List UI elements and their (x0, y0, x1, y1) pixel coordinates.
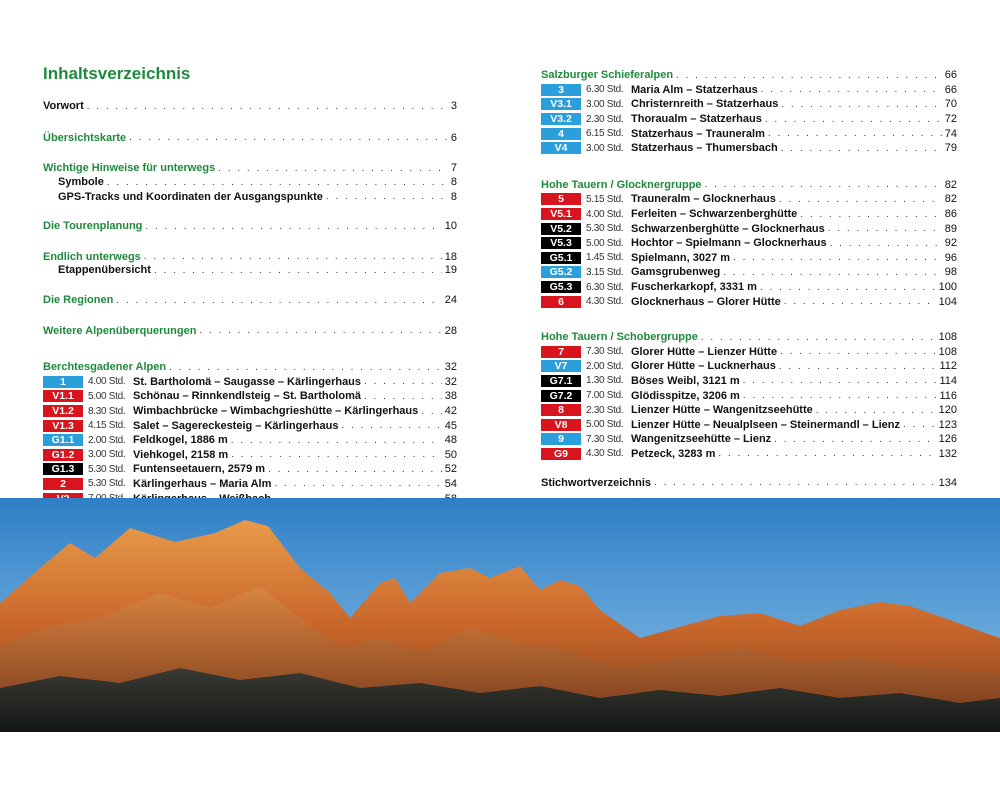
tour-page: 132 (938, 447, 957, 460)
tour-number-badge: G1.3 (43, 463, 83, 475)
dot-leader (199, 325, 441, 336)
entry-label: Symbole (58, 176, 104, 189)
tour-name: Schönau – Rinnkendlsteig – St. Bartholomä (133, 390, 361, 403)
tour-page: 114 (939, 374, 957, 387)
tour-number-badge: 7 (541, 346, 581, 358)
dot-leader (231, 449, 442, 460)
tour-entry[interactable] (43, 389, 457, 404)
tour-entry[interactable] (43, 448, 457, 463)
entry-page: 28 (444, 324, 457, 337)
tour-number-badge: V5.1 (541, 208, 581, 220)
entry-page: 32 (444, 361, 457, 374)
tour-page: 82 (944, 193, 957, 206)
dot-leader (830, 238, 942, 249)
tour-number-badge: V1.2 (43, 405, 83, 417)
dot-leader (781, 143, 942, 154)
tour-name: Schwarzenberghütte – Glocknerhaus (631, 222, 825, 235)
tour-page: 116 (939, 389, 957, 402)
tour-number-badge: 5 (541, 193, 581, 205)
toc-entry-gps[interactable] (43, 189, 457, 204)
tour-name: Trauneralm – Glocknerhaus (631, 193, 776, 206)
tour-duration: 3.00 Std. (586, 142, 624, 154)
entry-label: Vorwort (43, 100, 84, 113)
tour-number-badge: 3 (541, 84, 581, 96)
tour-number-badge: V5.2 (541, 223, 581, 235)
dot-leader (733, 252, 942, 263)
dot-leader (129, 132, 448, 143)
dot-leader (743, 390, 937, 401)
tour-entry[interactable] (541, 447, 957, 462)
entry-page: 19 (444, 264, 457, 277)
tour-number-badge: V1.3 (43, 420, 83, 432)
toc-entry-symbole[interactable] (43, 175, 457, 190)
tour-number-badge: 8 (541, 404, 581, 416)
tour-duration: 5.30 Std. (88, 463, 126, 475)
tour-entry[interactable] (541, 345, 957, 360)
toc-entry-endlich-unterwegs[interactable] (43, 250, 457, 265)
entry-label: Salzburger Schieferalpen (541, 69, 674, 82)
tour-page: 32 (444, 375, 457, 388)
tour-page: 96 (944, 251, 957, 264)
tour-name: Statzerhaus – Trauneralm (631, 127, 765, 140)
tour-duration: 5.30 Std. (88, 478, 126, 490)
dot-leader (364, 391, 442, 402)
entry-label: Endlich unterwegs (43, 250, 141, 263)
tour-number-badge: G5.3 (541, 281, 581, 293)
tour-name: Glorer Hütte – Lienzer Hütte (631, 345, 778, 358)
entry-page: 8 (450, 176, 457, 189)
entry-label: Weitere Alpenüberquerungen (43, 324, 197, 337)
tour-number-badge: V8 (541, 419, 581, 431)
tour-name: Wangenitzseehütte – Lienz (631, 433, 772, 446)
dot-leader (231, 435, 442, 446)
tour-duration: 4.00 Std. (88, 376, 126, 388)
tour-name: Feldkogel, 1886 m (133, 434, 228, 447)
tour-duration: 7.00 Std. (586, 390, 624, 402)
dot-leader (761, 84, 942, 95)
tour-name: Wimbachbrücke – Wimbachgrieshütte – Kärlingerhaus (133, 405, 419, 418)
tour-entry[interactable] (541, 432, 957, 447)
tour-entry[interactable] (541, 280, 957, 295)
tour-entry[interactable] (541, 265, 957, 280)
tour-duration: 7.30 Std. (586, 346, 624, 358)
entry-page: 3 (450, 100, 457, 113)
tour-entry[interactable] (541, 294, 957, 309)
tour-number-badge: 1 (43, 376, 83, 388)
tour-number-badge: V3.2 (541, 113, 581, 125)
entry-label: Stichwortverzeichnis (541, 476, 652, 489)
entry-page: 82 (944, 178, 957, 191)
tour-number-badge: 2 (43, 478, 83, 490)
dot-leader (816, 405, 936, 416)
tour-duration: 6.30 Std. (586, 84, 624, 96)
dot-leader (107, 177, 448, 188)
dot-leader (774, 434, 935, 445)
tour-entry[interactable] (541, 374, 957, 389)
entry-label: Übersichtskarte (43, 131, 127, 144)
tour-number-badge: 4 (541, 128, 581, 140)
entry-label: Die Tourenplanung (43, 220, 143, 233)
tour-duration: 5.30 Std. (586, 223, 624, 235)
tour-name: St. Bartholomä – Saugasse – Kärlingerhaus (133, 375, 362, 388)
tour-entry[interactable] (43, 375, 457, 390)
tour-number-badge: G9 (541, 448, 581, 460)
entry-page: 134 (938, 476, 957, 489)
tour-list (541, 345, 957, 462)
dot-leader (701, 332, 936, 343)
dot-leader (169, 362, 442, 373)
tour-duration: 2.30 Std. (586, 404, 624, 416)
tour-duration: 2.00 Std. (586, 360, 624, 372)
tour-duration: 3.15 Std. (586, 266, 624, 278)
section-heading[interactable] (541, 178, 957, 193)
tour-name: Viehkogel, 2158 m (133, 448, 229, 461)
toc-entry-vorwort[interactable] (43, 99, 457, 114)
tour-page: 126 (938, 433, 957, 446)
tour-duration: 1.45 Std. (586, 252, 624, 264)
dot-leader (274, 478, 441, 489)
toc-entry-hinweise[interactable] (43, 161, 457, 176)
tour-duration: 4.30 Std. (586, 296, 624, 308)
tour-page: 52 (444, 463, 457, 476)
entry-label: Berchtesgadener Alpen (43, 361, 167, 374)
dot-leader (676, 70, 942, 81)
tour-page: 92 (944, 237, 957, 250)
tour-entry[interactable] (541, 83, 957, 98)
toc-entry-regionen[interactable] (43, 293, 457, 308)
tour-duration: 3.00 Std. (88, 449, 126, 461)
toc-entry-stichwortverzeichnis[interactable] (541, 475, 957, 490)
dot-leader (705, 179, 942, 190)
tour-duration: 8.30 Std. (88, 405, 126, 417)
entry-page: 7 (450, 162, 457, 175)
tour-page: 74 (944, 127, 957, 140)
tour-number-badge: V1.1 (43, 390, 83, 402)
tour-name: Glocknerhaus – Glorer Hütte (631, 295, 781, 308)
tour-entry[interactable] (541, 192, 957, 207)
tour-number-badge: 6 (541, 296, 581, 308)
dot-leader (760, 282, 936, 293)
toc-entry-uebersichtskarte[interactable] (43, 131, 457, 146)
dot-leader (779, 361, 937, 372)
dot-leader (218, 163, 448, 174)
tour-duration: 5.00 Std. (88, 390, 126, 402)
tour-entry[interactable] (43, 433, 457, 448)
tour-entry[interactable] (43, 477, 457, 492)
tour-name: Hochtor – Spielmann – Glocknerhaus (631, 237, 827, 250)
entry-page: 8 (450, 190, 457, 203)
entry-label: Die Regionen (43, 294, 114, 307)
tour-number-badge: V5.3 (541, 237, 581, 249)
section-schobergruppe (541, 330, 957, 461)
tour-entry[interactable] (541, 251, 957, 266)
tour-entry[interactable] (541, 141, 957, 156)
tour-duration: 7.30 Std. (586, 433, 624, 445)
tour-entry[interactable] (541, 221, 957, 236)
tour-entry[interactable] (43, 462, 457, 477)
tour-page: 112 (939, 360, 957, 373)
tour-name: Glödisspitze, 3206 m (631, 389, 740, 402)
dot-leader (780, 346, 936, 357)
tour-name: Spielmann, 3027 m (631, 251, 731, 264)
tour-entry[interactable] (541, 236, 957, 251)
tour-duration: 1.30 Std. (586, 375, 624, 387)
tour-page: 120 (938, 404, 957, 417)
tour-entry[interactable] (541, 388, 957, 403)
tour-entry[interactable] (541, 359, 957, 374)
tour-number-badge: G5.2 (541, 266, 581, 278)
dot-leader (743, 375, 937, 386)
toc-left-column (43, 96, 457, 490)
tour-duration: 4.30 Std. (586, 448, 624, 460)
tour-page: 72 (944, 113, 957, 126)
tour-name: Kärlingerhaus – Maria Alm (133, 477, 272, 490)
tour-name: Thoraualm – Statzerhaus (631, 113, 762, 126)
tour-page: 38 (444, 390, 457, 403)
entry-page: 66 (944, 69, 957, 82)
tour-name: Petzeck, 3283 m (631, 447, 716, 460)
tour-entry[interactable] (541, 417, 957, 432)
entry-page: 10 (444, 220, 457, 233)
tour-number-badge: V3.1 (541, 98, 581, 110)
tour-page: 54 (444, 477, 457, 490)
tour-duration: 2.30 Std. (586, 113, 624, 125)
tour-page: 98 (944, 266, 957, 279)
mountain-panorama-photo (0, 498, 1000, 732)
tour-name: Maria Alm – Statzerhaus (631, 83, 758, 96)
tour-name: Statzerhaus – Thumersbach (631, 142, 778, 155)
tour-page: 45 (444, 419, 457, 432)
tour-duration: 3.00 Std. (586, 98, 624, 110)
entry-label: Wichtige Hinweise für unterwegs (43, 162, 216, 175)
dot-leader (144, 251, 442, 262)
dot-leader (800, 209, 941, 220)
dot-leader (828, 223, 942, 234)
tour-page: 123 (938, 418, 957, 431)
tour-number-badge: V4 (541, 142, 581, 154)
tour-entry[interactable] (541, 126, 957, 141)
tour-page: 108 (938, 345, 957, 358)
dot-leader (364, 376, 442, 387)
tour-entry[interactable] (541, 403, 957, 418)
dot-leader (326, 191, 448, 202)
entry-label: Hohe Tauern / Schobergruppe (541, 331, 698, 344)
tour-page: 86 (944, 208, 957, 221)
entry-label: Etappenübersicht (58, 264, 151, 277)
toc-entry-tourenplanung[interactable] (43, 219, 457, 234)
entry-page: 6 (450, 131, 457, 144)
page-title: Inhaltsverzeichnis (43, 64, 191, 83)
tour-name: Christernreith – Statzerhaus (631, 98, 779, 111)
tour-page: 104 (938, 295, 957, 308)
section-glocknergruppe (541, 178, 957, 309)
tour-duration: 5.00 Std. (586, 237, 624, 249)
toc-right-column (541, 68, 957, 490)
tour-duration: 6.30 Std. (586, 281, 624, 293)
tour-page: 42 (444, 405, 457, 418)
section-heading[interactable] (541, 330, 957, 345)
section-heading[interactable] (541, 68, 957, 83)
tour-duration: 6.15 Std. (586, 128, 624, 140)
tour-page: 50 (444, 448, 457, 461)
tour-page: 100 (938, 281, 957, 294)
tour-name: Lienzer Hütte – Neualplseen – Steinermandl – Lienz (631, 418, 900, 431)
tour-duration: 4.00 Std. (586, 208, 624, 220)
tour-page: 66 (944, 83, 957, 96)
entry-page: 18 (444, 250, 457, 263)
entry-page: 24 (444, 294, 457, 307)
dot-leader (781, 99, 941, 110)
dot-leader (654, 477, 936, 488)
tour-list (541, 192, 957, 309)
dot-leader (903, 419, 936, 430)
entry-label: Hohe Tauern / Glocknergruppe (541, 178, 702, 191)
tour-number-badge: V7 (541, 360, 581, 372)
section-salzburger-schieferalpen (541, 68, 957, 156)
tour-number-badge: G7.1 (541, 375, 581, 387)
tour-duration: 5.15 Std. (586, 193, 624, 205)
dot-leader (421, 406, 441, 417)
tour-name: Fuscherkarkopf, 3331 m (631, 281, 757, 294)
dot-leader (268, 464, 442, 475)
dot-leader (145, 221, 441, 232)
tour-number-badge: 9 (541, 433, 581, 445)
tour-page: 70 (944, 98, 957, 111)
tour-name: Lienzer Hütte – Wangenitzseehütte (631, 404, 813, 417)
tour-entry[interactable] (43, 404, 457, 419)
tour-name: Glorer Hütte – Lucknerhaus (631, 360, 776, 373)
entry-page: 108 (938, 331, 957, 344)
dot-leader (768, 128, 942, 139)
tour-name: Böses Weibl, 3121 m (631, 374, 740, 387)
dot-leader (154, 265, 442, 276)
tour-list (541, 83, 957, 156)
tour-entry[interactable] (541, 207, 957, 222)
tour-entry[interactable] (541, 112, 957, 127)
toc-entry-weitere-alpenueberquerungen[interactable] (43, 323, 457, 338)
dot-leader (784, 296, 936, 307)
tour-duration: 2.00 Std. (88, 434, 126, 446)
tour-number-badge: G1.1 (43, 434, 83, 446)
tour-name: Gamsgrubenweg (631, 266, 721, 279)
toc-entry-etappenuebersicht[interactable] (43, 263, 457, 278)
tour-duration: 4.15 Std. (88, 420, 126, 432)
entry-label: GPS-Tracks und Koordinaten der Ausgangspunkte (58, 190, 323, 203)
dot-leader (779, 194, 942, 205)
tour-page: 89 (944, 222, 957, 235)
tour-name: Ferleiten – Schwarzenberghütte (631, 208, 798, 221)
dot-leader (87, 101, 448, 112)
dot-leader (723, 267, 942, 278)
dot-leader (341, 420, 441, 431)
tour-page: 48 (444, 434, 457, 447)
tour-entry[interactable] (43, 418, 457, 433)
tour-name: Funtenseetauern, 2579 m (133, 463, 266, 476)
dot-leader (765, 114, 942, 125)
dot-leader (718, 448, 935, 459)
tour-name: Salet – Sagereckesteig – Kärlingerhaus (133, 419, 339, 432)
section-heading[interactable] (43, 360, 457, 375)
tour-page: 79 (944, 142, 957, 155)
tour-number-badge: G5.1 (541, 252, 581, 264)
tour-entry[interactable] (541, 97, 957, 112)
dot-leader (116, 295, 441, 306)
tour-number-badge: G7.2 (541, 390, 581, 402)
tour-number-badge: G1.2 (43, 449, 83, 461)
tour-duration: 5.00 Std. (586, 419, 624, 431)
